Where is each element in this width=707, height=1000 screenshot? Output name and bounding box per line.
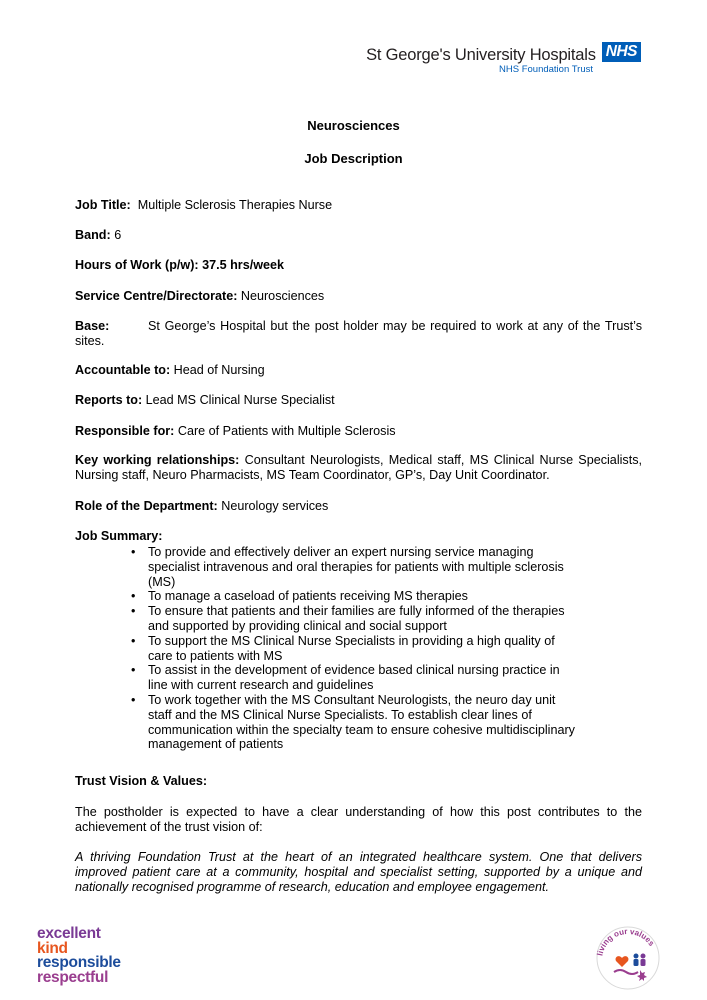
base-value: St George’s Hospital but the post holder may be required to work at any of the Trust’s sites. <box>75 319 642 348</box>
role-department-field <box>75 499 642 514</box>
key-relationships-label: Key working relationships: <box>75 453 240 467</box>
responsible-value: Care of Patients with Multiple Sclerosis <box>177 424 396 438</box>
job-title-value: Multiple Sclerosis Therapies Nurse <box>137 198 333 212</box>
trust-logo <box>366 42 641 75</box>
living-our-values-badge <box>592 920 664 992</box>
department-heading: Neurosciences <box>307 118 400 133</box>
role-department-label: Role of the Department: <box>75 499 218 513</box>
key-relationships-field <box>75 453 642 483</box>
value-respectful: respectful <box>37 968 109 986</box>
list-item: • To support the MS Clinical Nurse Specialists in providing a high quality of care to patients with MS <box>75 634 575 664</box>
band-label: Band: <box>75 228 111 242</box>
accountable-label: Accountable to: <box>75 363 171 377</box>
base-field <box>75 319 642 349</box>
accountable-value: Head of Nursing <box>173 363 265 377</box>
accountable-field <box>75 363 642 378</box>
heart-icon <box>616 956 629 967</box>
value-excellent: excellent <box>37 925 101 942</box>
role-department-value: Neurology services <box>221 499 329 513</box>
list-item: • To assist in the development of evidence based clinical nursing practice in line with current research and guidelines <box>75 663 575 693</box>
trust-vision-statement: A thriving Foundation Trust at the heart of an integrated healthcare system. One that delivers improved patient care at a community, hospital and specialist setting, supported by a unique and nationally recognised programme of research, education and employee engagement. <box>75 850 642 894</box>
reports-label: Reports to: <box>75 393 143 407</box>
values-badge-icon <box>592 920 664 992</box>
svg-text:living our values <box>595 927 656 957</box>
job-summary-heading: Job Summary: <box>75 529 163 543</box>
nhs-logo: NHS <box>602 42 641 62</box>
star-icon <box>637 970 647 981</box>
list-item: • To ensure that patients and their families are fully informed of the therapies and supported by providing clinical and social support <box>75 604 575 634</box>
value-kind: kind <box>37 939 68 957</box>
base-label: Base: <box>75 319 110 333</box>
band-value: 6 <box>114 228 122 242</box>
service-centre-value: Neurosciences <box>240 289 325 303</box>
hours-field: Hours of Work (p/w): 37.5 hrs/week <box>75 258 285 272</box>
service-centre-field <box>75 289 642 304</box>
document-title: Job Description <box>304 151 403 166</box>
list-item: • To provide and effectively deliver an expert nursing service managing specialist intravenous and oral therapies for patients with multiple sclerosis (MS) <box>75 545 575 589</box>
job-title-label: Job Title: <box>75 198 131 212</box>
badge-text: living our values <box>595 926 657 957</box>
list-item: • To manage a caseload of patients receiving MS therapies <box>75 589 575 604</box>
list-item: • To work together with the MS Consultant Neurologists, the neuro day unit staff and the MS Clinical Nurse Specialists. To establish clear lines of communication within the specialty team to ensure cohesive multidisciplinary management of patients <box>75 693 575 752</box>
band-field <box>75 228 642 243</box>
org-name: St George's University Hospitals <box>366 46 596 64</box>
service-centre-label: Service Centre/Directorate: <box>75 289 238 303</box>
reports-field <box>75 393 642 408</box>
org-subtitle: NHS Foundation Trust <box>499 64 593 75</box>
reports-value: Lead MS Clinical Nurse Specialist <box>145 393 335 407</box>
responsible-label: Responsible for: <box>75 424 175 438</box>
values-wordmark <box>37 927 121 985</box>
responsible-field <box>75 424 642 439</box>
job-title-field <box>75 198 642 213</box>
trust-vision-intro: The postholder is expected to have a clear understanding of how this post contributes to the achievement of the trust vision of: <box>75 805 642 834</box>
trust-vision-heading: Trust Vision & Values: <box>75 774 208 788</box>
key-relationships-value: Consultant Neurologists, Medical staff, MS Clinical Nurse Specialists, Nursing staff, Neuro Pharmacists, MS Team Coordinator, GP’s, Day Unit Coordinator. <box>75 453 643 482</box>
job-summary-list <box>75 545 575 752</box>
value-responsible: responsible <box>37 954 121 971</box>
